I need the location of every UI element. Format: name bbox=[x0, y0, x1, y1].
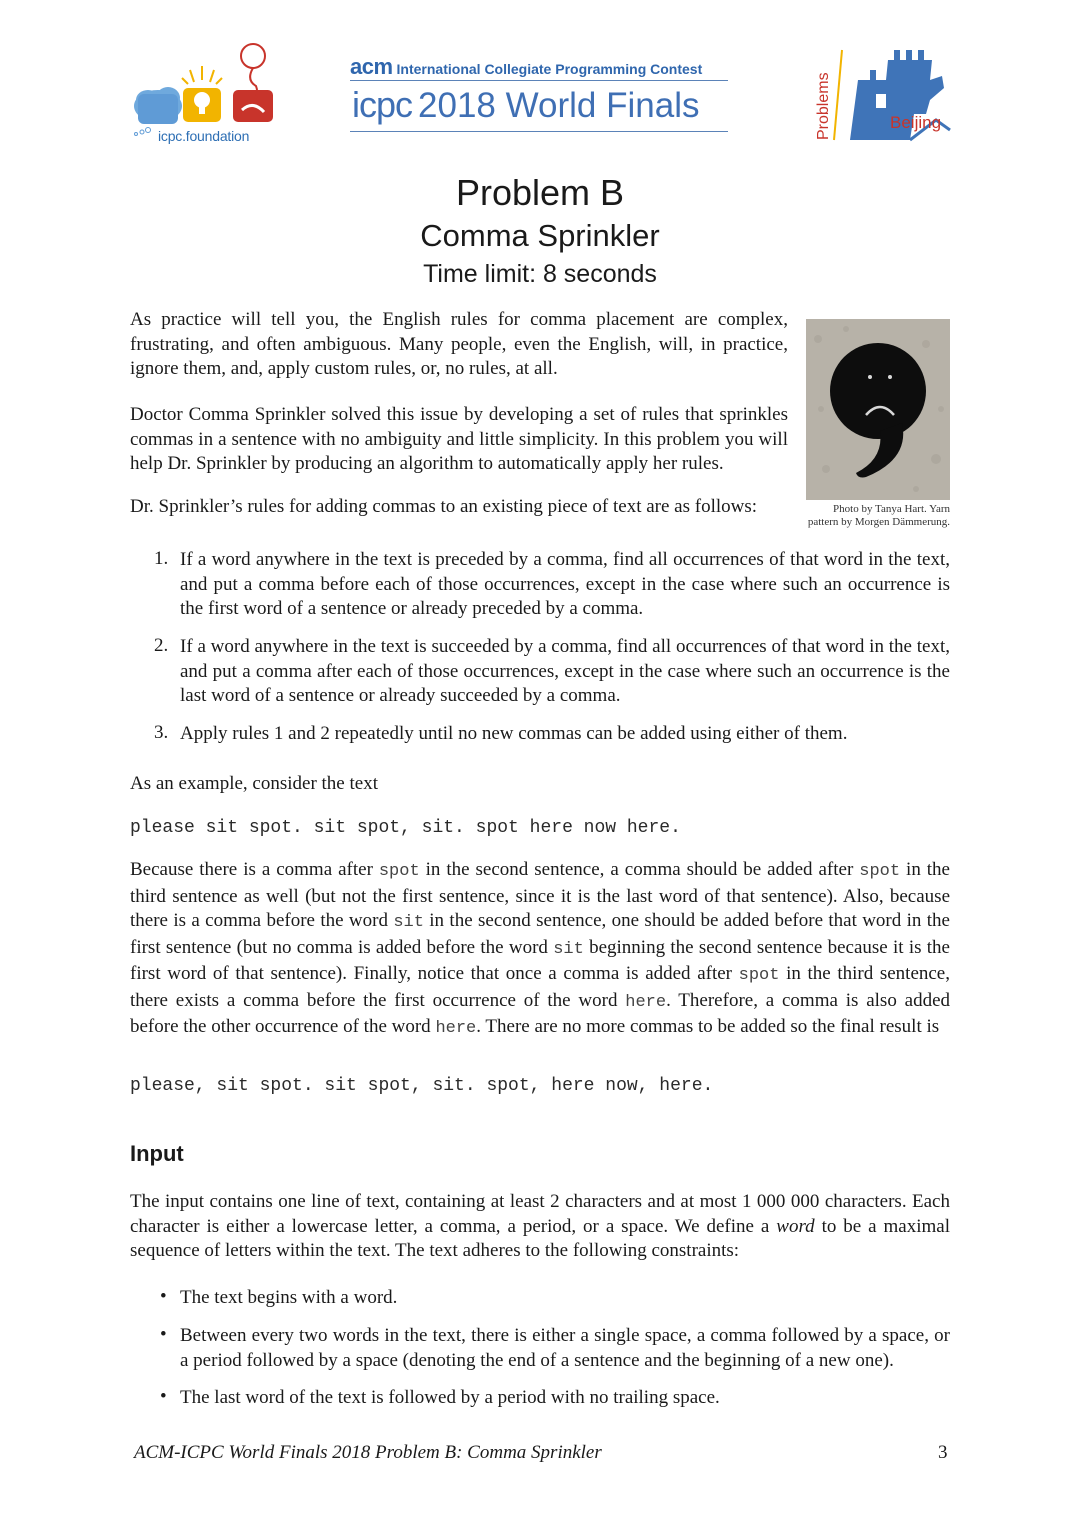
photo-caption bbox=[800, 503, 950, 529]
input-description bbox=[130, 1190, 950, 1264]
inline-code: spot bbox=[378, 862, 420, 881]
explanation-text: beginning the second sentence because it is the first word of that sentence). Finally, notice that once a comma is added after bbox=[130, 936, 950, 984]
problem-name: Comma Sprinkler bbox=[420, 218, 660, 253]
explanation-text: in the second sentence, one should be added before that word in the first sentence (but no comma is added before the word bbox=[130, 910, 950, 958]
intro-paragraph-2: Doctor Comma Sprinkler solved this issue by developing a set of rules that sprinkles commas in a sentence with no ambiguity and little simplicity. In this problem you will help Dr. Sprinkler by producing an algorithm to automatically apply her rules. bbox=[130, 404, 788, 474]
inline-code: here bbox=[625, 992, 667, 1012]
explanation-text: in the third sentence, there exists a comma before the first occurrence of the word bbox=[130, 963, 950, 1011]
input-text: to be a maximal sequence of letters within the text. The text adheres to the following constraints: bbox=[130, 1215, 950, 1261]
acm-logo-text: acm bbox=[350, 54, 393, 79]
sad-comma-image bbox=[806, 319, 950, 500]
beijing-label: Beijing bbox=[890, 113, 942, 132]
rule-text: If a word anywhere in the text is succeeded by a comma, find all occurrences of that word in the text, and put a comma after each of those occurrences, except in the case where such an occurrence is the last word of a sentence or already succeeded by a comma. bbox=[180, 636, 950, 706]
rule-number: 1. bbox=[154, 548, 169, 569]
explanation-text: . Therefore, a comma is also added before the other occurrence of the word bbox=[130, 989, 951, 1037]
explanation-text: . There are no more commas to be added so the final result is bbox=[476, 1016, 940, 1037]
intro-paragraph-1: As practice will tell you, the English rules for comma placement are complex, frustrating, and often ambiguous. Many people, even the English, will, in practice, ignore them, and, apply custom rules, or, no rules, at all. bbox=[130, 309, 788, 379]
rule-number: 2. bbox=[154, 635, 169, 656]
example-output-text: please, sit spot. sit spot, sit. spot, here now, here. bbox=[130, 1076, 714, 1096]
balloon-icon bbox=[233, 44, 273, 122]
explanation-text: in the second sentence, a comma should be added after bbox=[419, 859, 860, 880]
rule-text: If a word anywhere in the text is preceded by a comma, find all occurrences of that word in the text, and put a comma before each of those occurrences, except in the case where such an occurrence is the first word of a sentence or already preceded by a comma. bbox=[180, 549, 950, 619]
inline-code: sit bbox=[553, 939, 584, 959]
constraint-text: Between every two words in the text, there is either a single space, a comma followed by a space, or a period followed by a space (denoting the end of a sentence and the beginning of a new one). bbox=[180, 1325, 950, 1371]
icpc-foundation-logo bbox=[128, 40, 288, 150]
problem-label: Problem B bbox=[455, 172, 625, 213]
world-finals-text: 2018 World Finals bbox=[418, 86, 700, 125]
explanation-text: in the third sentence as well (but not the first sentence, since it is the last word of that sentence). Also, because there is a comma before the word bbox=[130, 859, 950, 931]
input-term-word: word bbox=[776, 1215, 815, 1237]
inline-code: spot bbox=[738, 966, 780, 985]
page-header bbox=[0, 0, 1080, 160]
banner-rule-bottom bbox=[350, 131, 728, 132]
photo-caption-line-2: pattern by Morgen Dämmerung. bbox=[807, 516, 950, 528]
bullet: • bbox=[160, 1324, 167, 1345]
world-finals-line bbox=[352, 84, 699, 126]
inline-code: spot bbox=[859, 862, 901, 881]
time-limit: Time limit: 8 seconds bbox=[423, 260, 657, 288]
input-text: The input contains one line of text, containing at least 2 characters and at most 1 000 000 characters. Each character is either a lowercase letter, a comma, a period, or a space. We define a bbox=[130, 1191, 950, 1237]
icpc-text: icpc bbox=[352, 84, 413, 125]
inline-code: here bbox=[435, 1019, 477, 1038]
example-input-text: please sit spot. sit spot, sit. spot here now here. bbox=[130, 818, 681, 838]
sad-comma-photo bbox=[806, 319, 950, 500]
explanation-text: Because there is a comma after bbox=[130, 859, 379, 880]
banner-rule-top bbox=[350, 80, 728, 81]
footer-title: ACM-ICPC World Finals 2018 Problem B: Comma Sprinkler bbox=[134, 1442, 602, 1463]
example-explanation bbox=[130, 858, 950, 1042]
acm-subtitle: International Collegiate Programming Contest bbox=[396, 61, 703, 77]
input-heading: Input bbox=[130, 1141, 184, 1166]
inline-code: sit bbox=[393, 913, 424, 932]
page-number: 3 bbox=[938, 1442, 948, 1463]
icpc-foundation-text: icpc.foundation bbox=[158, 128, 250, 144]
rule-number: 3. bbox=[154, 722, 169, 743]
rule-text: Apply rules 1 and 2 repeatedly until no new commas can be added using either of them. bbox=[180, 723, 848, 744]
constraint-text: The last word of the text is followed by a period with no trailing space. bbox=[180, 1387, 720, 1408]
example-intro: As an example, consider the text bbox=[130, 773, 378, 794]
constraint-text: The text begins with a word. bbox=[180, 1287, 398, 1308]
acm-line bbox=[350, 54, 730, 80]
problems-label: Problems bbox=[815, 72, 832, 140]
bullet: • bbox=[160, 1386, 167, 1407]
bullet: • bbox=[160, 1286, 167, 1307]
icpc-world-finals-banner bbox=[350, 54, 730, 134]
lightbulb-icon bbox=[182, 66, 222, 122]
intro-paragraph-3: Dr. Sprinkler’s rules for adding commas to an existing piece of text are as follows: bbox=[130, 496, 758, 517]
photo-caption-line-1: Photo by Tanya Hart. Yarn bbox=[833, 503, 950, 515]
